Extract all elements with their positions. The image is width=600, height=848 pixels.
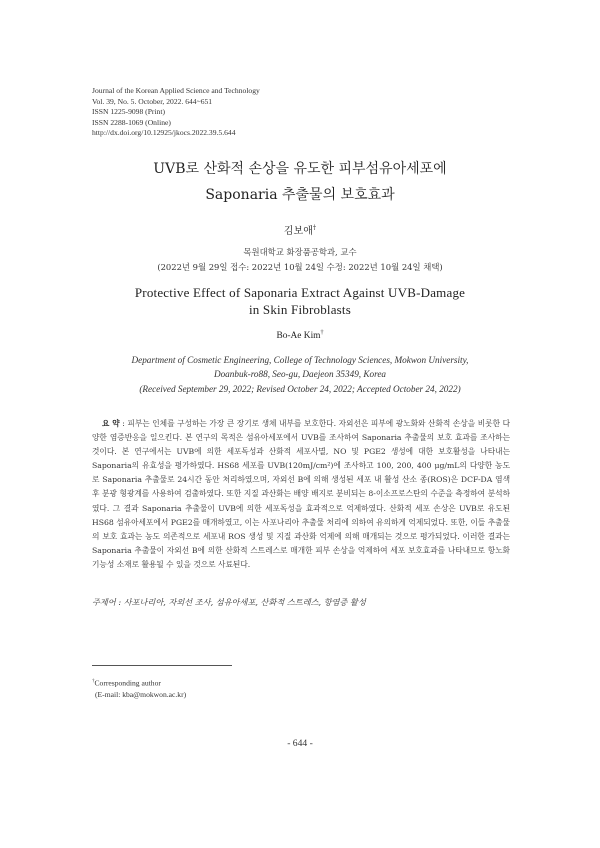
footnote-email[interactable]: (E-mail: kba@mokwon.ac.kr): [95, 689, 187, 699]
doi-link[interactable]: http://dx.doi.org/10.12925/jkocs.2022.39.5.644: [92, 128, 236, 138]
journal-volume: Vol. 39, No. 5. October, 2022. 644~651: [92, 96, 213, 106]
abstract-separator: :: [119, 419, 128, 428]
title-ko-line1: UVB로 산화적 손상을 유도한 피부섬유아세포에: [153, 161, 447, 177]
author-ko: [0, 222, 600, 237]
issn-online: ISSN 2288-1069 (Online): [92, 117, 171, 127]
footnote-corresponding: Corresponding author: [94, 678, 161, 688]
author-en: [0, 330, 600, 341]
abstract: [92, 417, 510, 572]
journal-name: Journal of the Korean Applied Science and Technology: [92, 86, 260, 95]
affiliation-en-line1: Department of Cosmetic Engineering, College of Technology Sciences, Mokwon University,: [131, 355, 469, 365]
issn-print: ISSN 1225-9098 (Print): [92, 107, 165, 117]
dates-ko: (2022년 9월 29일 접수: 2022년 10월 24일 수정: 2022년 10월 24일 채택): [157, 262, 443, 272]
keywords-text: 사포나리아, 자외선 조사, 섬유아세포, 산화적 스트레스, 항염증 활성: [123, 597, 366, 607]
dates-en: (Received September 29, 2022; Revised October 24, 2022; Accepted October 24, 2022): [139, 384, 461, 394]
abstract-text: 피부는 인체를 구성하는 가장 큰 장기로 생체 내부를 보호한다. 자외선은 피부에 광노화와 산화적 손상을 비롯한 다양한 염증반응을 일으킨다. 본 연구의 목적은 섬유아세포에서 UVB를 조사하여 Saponaria 추출물의 보호 효과를 조사하는 것이다. 본 연구에서는 UVB에 의한 세포독성과 산화적 세포사멸, NO 및 PGE2 생성에 대한 보호활성을 나타내는 Saponaria의 유효성을 평가하였다. HS68 세포를 UVB(120mJ/cm²)에 조사하고 100, 200, 400 μg/mL의 다양한 농도로 Saponaria 추출물로 24시간 동안 처리하였으며, 자외선 B에 의해 생성된 세포 내 활성 산소 종(ROS)은 DCF-DA 염색 후 분광 형광계를 사용하여 검출하였다. 또한 지질 과산화는 배양 배지로 분비되는 8-이소프로스탄의 수준을 측정하여 분석하였다. 그 결과 Saponaria 추출물이 UVB에 의한 세포독성을 효과적으로 억제하였다. 산화적 세포 손상은 UVB로 유도된 HS68 섬유아세포에서 PGE2를 매개하였고, 이는 사포나리아 추출물 처리에 의하여 유의하게 억제되었다. 또한, 이들 추출물의 보호 효과는 농도 의존적으로 세포내 ROS 생성 및 지질 과산화 억제에 의해 매개되는 것으로 평가되었다. 이러한 결과는 Saponaria 추출물이 자외선 B에 의한 산화적 스트레스로 매개한 피부 손상을 억제하여 세포 보호효과를 나타내므로 항노화 기능성 소재로 활용될 수 있을 것으로 사료된다.: [92, 419, 510, 569]
journal-header: [92, 86, 260, 139]
footnote-mark: †: [92, 679, 95, 684]
affiliation-en-line2: Doanbuk-ro88, Seo-gu, Daejeon 35349, Korea: [213, 369, 387, 379]
footnote-divider: [92, 665, 232, 666]
author-ko-mark: †: [312, 223, 317, 232]
author-en-name: Bo-Ae Kim: [276, 331, 321, 342]
title-en-line1: Protective Effect of Saponaria Extract Against UVB-Damage: [134, 285, 466, 300]
affiliation-ko: 목원대학교 화장품공학과, 교수: [243, 247, 357, 257]
page-number: - 644 -: [287, 738, 313, 749]
author-en-mark: †: [320, 330, 324, 336]
title-ko-line2: Saponaria 추출물의 보호효과: [205, 187, 395, 203]
keywords-label: 주제어: [92, 597, 116, 607]
keywords: [92, 597, 366, 608]
author-ko-name: 김보애: [283, 226, 313, 237]
title-en-line2: in Skin Fibroblasts: [248, 302, 352, 317]
keywords-separator: :: [115, 597, 124, 607]
abstract-label: 요 약: [102, 419, 120, 428]
footnote: [92, 676, 186, 700]
